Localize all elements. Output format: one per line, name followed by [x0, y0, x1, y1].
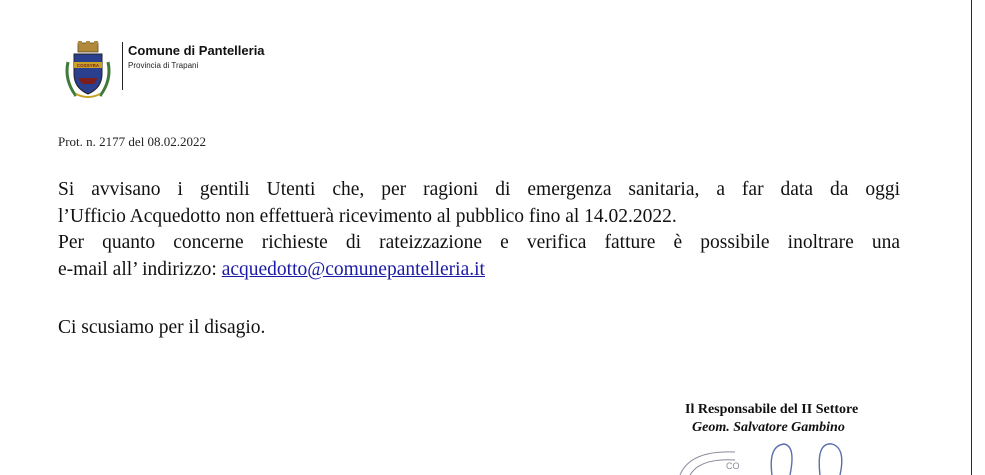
email-prefix: e-mail all’ indirizzo:: [58, 258, 222, 280]
email-link[interactable]: acquedotto@comunepantelleria.it: [221, 258, 485, 280]
signatory-name: Geom. Salvatore Gambino: [692, 420, 845, 435]
notice-line: [58, 257, 900, 284]
signatory-role: Il Responsabile del II Settore: [685, 402, 859, 417]
notice-line: Si avvisano i gentili Utenti che, per ragioni di emergenza sanitaria, a far data da oggi: [58, 179, 900, 200]
notice-line: Per quanto concerne richieste di rateizzazione e verifica fatture è possibile inoltrare una: [58, 232, 900, 253]
coat-of-arms-icon: [62, 40, 114, 102]
org-name: Comune di Pantelleria: [128, 43, 265, 58]
notice-line: l’Ufficio Acquedotto non effettuerà ricevimento al pubblico fino al 14.02.2022.: [58, 205, 677, 227]
notice-body: [58, 177, 900, 283]
stamp-text: CO: [726, 461, 740, 471]
official-stamp: [660, 438, 900, 475]
header-divider: [122, 42, 123, 90]
protocol-number: Prot. n. 2177 del 08.02.2022: [58, 134, 207, 149]
crest-motto: COSSYRA: [76, 63, 100, 68]
org-province: Provincia di Trapani: [128, 61, 199, 70]
closing-text: Ci scusiamo per il disagio.: [58, 317, 266, 338]
page-border: [971, 0, 972, 475]
